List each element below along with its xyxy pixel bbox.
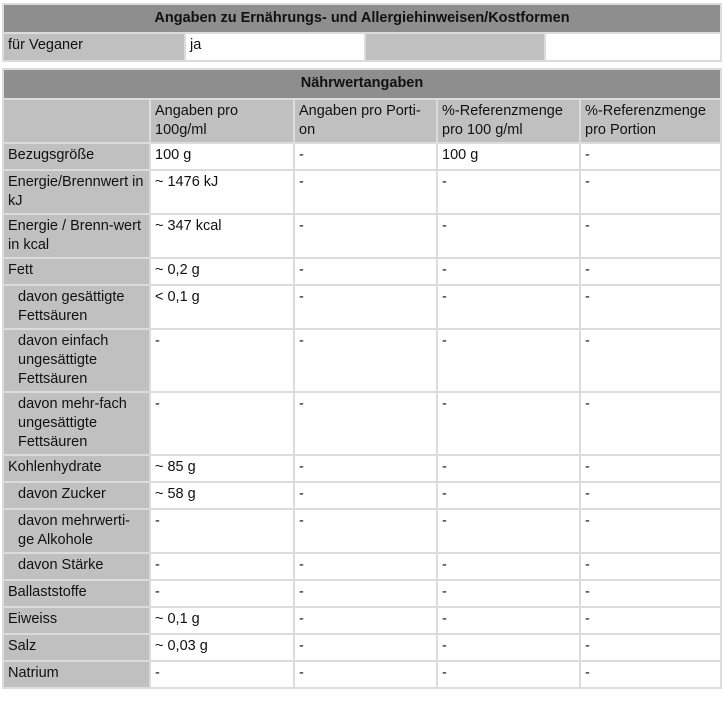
table-row bbox=[4, 144, 720, 169]
row-value: 100 g bbox=[438, 144, 579, 169]
row-value: - bbox=[295, 456, 436, 481]
row-value: - bbox=[438, 171, 579, 213]
header-per-100g: Angaben pro 100g/ml bbox=[151, 100, 293, 142]
row-value: - bbox=[581, 393, 720, 454]
row-value: - bbox=[438, 456, 579, 481]
row-label: Salz bbox=[4, 635, 149, 660]
row-value: ~ 0,03 g bbox=[151, 635, 293, 660]
table-row bbox=[4, 171, 720, 213]
row-value: - bbox=[151, 581, 293, 606]
row-value: - bbox=[295, 554, 436, 579]
diet-info-title: Angaben zu Ernährungs- und Allergiehinweisen/Kostformen bbox=[4, 5, 720, 32]
row-value: - bbox=[581, 635, 720, 660]
table-row bbox=[4, 581, 720, 606]
row-value: - bbox=[295, 393, 436, 454]
vegan-value: ja bbox=[186, 34, 364, 60]
row-value: - bbox=[151, 330, 293, 391]
row-value: - bbox=[581, 330, 720, 391]
table-row bbox=[4, 286, 720, 328]
header-ref-100g: %-Referenzmenge pro 100 g/ml bbox=[438, 100, 579, 142]
row-value: ~ 347 kcal bbox=[151, 215, 293, 257]
table-row bbox=[4, 554, 720, 579]
row-value: - bbox=[295, 215, 436, 257]
row-value: - bbox=[438, 330, 579, 391]
row-value: ~ 0,2 g bbox=[151, 259, 293, 284]
row-value: - bbox=[295, 144, 436, 169]
row-value: - bbox=[581, 483, 720, 508]
nutrition-title: Nährwertangaben bbox=[4, 70, 720, 98]
table-row bbox=[4, 510, 720, 552]
nutrition-table bbox=[2, 68, 722, 689]
header-empty bbox=[4, 100, 149, 142]
row-value: - bbox=[295, 581, 436, 606]
row-value: ~ 58 g bbox=[151, 483, 293, 508]
row-value: - bbox=[295, 286, 436, 328]
row-value: - bbox=[581, 608, 720, 633]
row-value: - bbox=[438, 510, 579, 552]
row-value: - bbox=[581, 554, 720, 579]
row-label: davon mehrwerti-ge Alkohole bbox=[4, 510, 149, 552]
row-value: - bbox=[151, 510, 293, 552]
row-value: ~ 0,1 g bbox=[151, 608, 293, 633]
diet-info-table bbox=[2, 3, 722, 62]
row-value: - bbox=[581, 456, 720, 481]
row-value: - bbox=[438, 393, 579, 454]
table-row bbox=[4, 662, 720, 687]
row-value: - bbox=[438, 554, 579, 579]
row-value: - bbox=[295, 608, 436, 633]
header-per-portion: Angaben pro Porti-on bbox=[295, 100, 436, 142]
row-value: - bbox=[581, 259, 720, 284]
row-value: - bbox=[581, 144, 720, 169]
row-value: - bbox=[438, 635, 579, 660]
row-label: davon gesättigte Fettsäuren bbox=[4, 286, 149, 328]
header-ref-portion: %-Referenzmenge pro Portion bbox=[581, 100, 720, 142]
row-value: - bbox=[295, 635, 436, 660]
row-label: Ballaststoffe bbox=[4, 581, 149, 606]
row-label: davon einfach ungesättigte Fettsäuren bbox=[4, 330, 149, 391]
row-value: - bbox=[438, 483, 579, 508]
row-value: - bbox=[151, 393, 293, 454]
table-row bbox=[4, 393, 720, 454]
row-value: - bbox=[581, 510, 720, 552]
row-value: - bbox=[151, 554, 293, 579]
row-label: Kohlenhydrate bbox=[4, 456, 149, 481]
row-value: < 0,1 g bbox=[151, 286, 293, 328]
row-value: - bbox=[295, 483, 436, 508]
row-value: - bbox=[581, 171, 720, 213]
table-row bbox=[4, 215, 720, 257]
row-label: Energie/Brennwert in kJ bbox=[4, 171, 149, 213]
row-value: - bbox=[295, 259, 436, 284]
row-value: - bbox=[295, 662, 436, 687]
row-value: - bbox=[581, 581, 720, 606]
empty-label-cell bbox=[366, 34, 544, 60]
row-label: davon Zucker bbox=[4, 483, 149, 508]
row-value: - bbox=[581, 215, 720, 257]
row-value: - bbox=[438, 215, 579, 257]
row-value: ~ 1476 kJ bbox=[151, 171, 293, 213]
empty-value-cell bbox=[546, 34, 720, 60]
row-value: - bbox=[581, 286, 720, 328]
row-label: Natrium bbox=[4, 662, 149, 687]
row-value: - bbox=[151, 662, 293, 687]
row-value: - bbox=[295, 330, 436, 391]
row-label: Eiweiss bbox=[4, 608, 149, 633]
row-label: davon mehr-fach ungesättigte Fettsäuren bbox=[4, 393, 149, 454]
table-row bbox=[4, 456, 720, 481]
row-value: - bbox=[295, 171, 436, 213]
row-value: - bbox=[438, 581, 579, 606]
row-value: - bbox=[438, 608, 579, 633]
row-value: - bbox=[438, 286, 579, 328]
table-row bbox=[4, 259, 720, 284]
row-label: Energie / Brenn-wert in kcal bbox=[4, 215, 149, 257]
row-value: ~ 85 g bbox=[151, 456, 293, 481]
vegan-label: für Veganer bbox=[4, 34, 184, 60]
row-label: davon Stärke bbox=[4, 554, 149, 579]
row-value: - bbox=[438, 662, 579, 687]
row-value: - bbox=[438, 259, 579, 284]
table-row bbox=[4, 330, 720, 391]
row-value: - bbox=[295, 510, 436, 552]
row-label: Fett bbox=[4, 259, 149, 284]
row-value: 100 g bbox=[151, 144, 293, 169]
table-row bbox=[4, 635, 720, 660]
table-row bbox=[4, 608, 720, 633]
table-row bbox=[4, 483, 720, 508]
row-label: Bezugsgröße bbox=[4, 144, 149, 169]
row-value: - bbox=[581, 662, 720, 687]
